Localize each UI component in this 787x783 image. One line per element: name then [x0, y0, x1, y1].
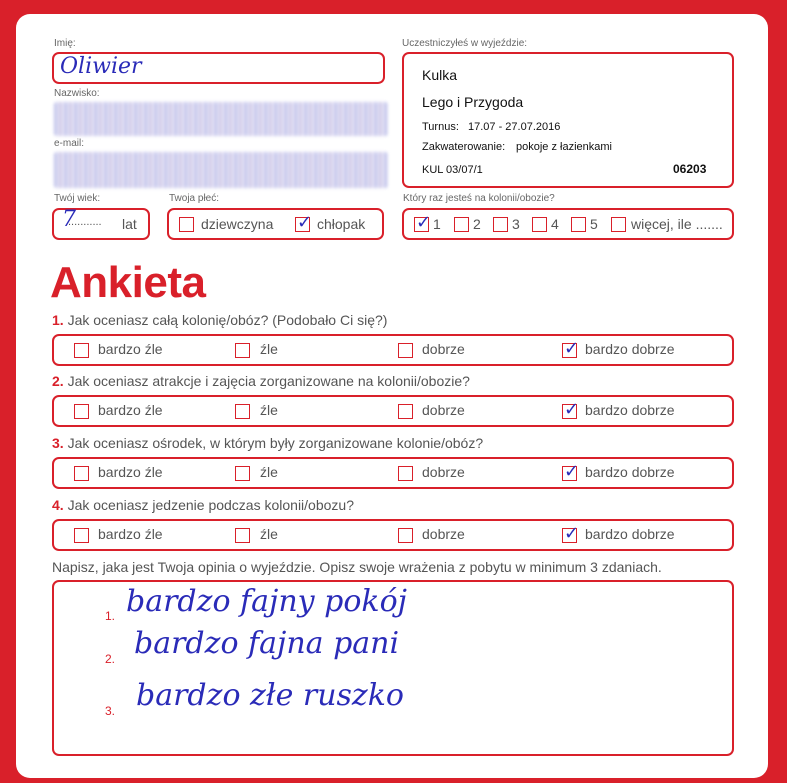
- q2-option-very-bad-label: bardzo źle: [98, 402, 163, 418]
- name-label: Imię:: [54, 38, 76, 49]
- times-option-more-label: więcej, ile .......: [631, 216, 723, 232]
- survey-title: Ankieta: [50, 258, 206, 307]
- question-1-number: 1.: [52, 312, 64, 328]
- times-option-4-label: 4: [551, 216, 559, 232]
- trip-line-1: Kulka: [422, 67, 458, 83]
- age-field[interactable]: [52, 208, 150, 240]
- gender-option-boy-checkbox[interactable]: [295, 212, 313, 233]
- q2-option-very-good-checkbox[interactable]: [562, 399, 580, 420]
- times-option-1-label: 1: [433, 216, 441, 232]
- q4-option-very-good-checkbox[interactable]: [562, 523, 580, 544]
- question-3-answers: [52, 457, 734, 489]
- question-2: [52, 373, 470, 389]
- age-label: Twój wiek:: [54, 193, 101, 204]
- q1-option-very-good-label: bardzo dobrze: [585, 341, 675, 357]
- question-3: [52, 435, 483, 451]
- question-1-answers: [52, 334, 734, 366]
- q4-option-good-checkbox[interactable]: [398, 528, 413, 543]
- opinion-field[interactable]: [52, 580, 734, 756]
- times-option-more-checkbox[interactable]: [611, 217, 626, 232]
- q3-option-very-bad-checkbox[interactable]: [74, 466, 89, 481]
- q4-option-very-good-label: bardzo dobrze: [585, 526, 675, 542]
- question-4-text: Jak oceniasz jedzenie podczas kolonii/obozu?: [67, 497, 354, 513]
- check-mark-icon: ✓: [416, 212, 432, 233]
- times-option-5-label: 5: [590, 216, 598, 232]
- q2-option-bad-label: źle: [260, 402, 278, 418]
- opinion-line-3-text: bardzo złe ruszko: [136, 678, 404, 713]
- opinion-line-2-text: bardzo fajna pani: [134, 626, 400, 661]
- opinion-prompt: Napisz, jaka jest Twoja opinia o wyjeździe. Opisz swoje wrażenia z pobytu w minimum 3 zdaniach.: [52, 559, 662, 575]
- question-1: [52, 312, 387, 328]
- q3-option-bad-label: źle: [260, 464, 278, 480]
- times-option-1-checkbox[interactable]: [414, 212, 432, 233]
- lodging-label: Zakwaterowanie:: [422, 141, 506, 153]
- q3-option-good-checkbox[interactable]: [398, 466, 413, 481]
- check-mark-icon: ✓: [564, 338, 580, 359]
- opinion-line-1-number: 1.: [105, 609, 116, 623]
- surname-redacted: [54, 102, 388, 136]
- q1-option-bad-checkbox[interactable]: [235, 343, 250, 358]
- q2-option-very-good-label: bardzo dobrze: [585, 402, 675, 418]
- q4-option-very-bad-checkbox[interactable]: [74, 528, 89, 543]
- times-option-3-checkbox[interactable]: [493, 217, 508, 232]
- q1-option-bad-label: źle: [260, 341, 278, 357]
- question-2-text: Jak oceniasz atrakcje i zajęcia zorganizowane na kolonii/obozie?: [67, 373, 470, 389]
- question-1-text: Jak oceniasz całą kolonię/obóz? (Podobało Ci się?): [67, 312, 388, 328]
- age-dots: ...........: [68, 216, 102, 228]
- q4-option-bad-checkbox[interactable]: [235, 528, 250, 543]
- lodging-value: pokoje z łazienkami: [516, 141, 612, 153]
- gender-option-girl-checkbox[interactable]: [179, 217, 194, 232]
- question-4: [52, 497, 354, 513]
- gender-label: Twoja płeć:: [169, 193, 220, 204]
- q1-option-very-bad-label: bardzo źle: [98, 341, 163, 357]
- name-field[interactable]: [52, 52, 385, 84]
- opinion-line-3-number: 3.: [105, 704, 116, 718]
- gender-option-girl-label: dziewczyna: [201, 216, 274, 232]
- q3-option-very-good-checkbox[interactable]: [562, 461, 580, 482]
- email-label: e-mail:: [54, 138, 85, 149]
- term-label: Turnus:: [422, 121, 459, 133]
- times-option-5-checkbox[interactable]: [571, 217, 586, 232]
- opinion-line-2-number: 2.: [105, 652, 116, 666]
- age-value: 7: [62, 207, 76, 232]
- q4-option-good-label: dobrze: [422, 526, 465, 542]
- question-2-number: 2.: [52, 373, 64, 389]
- q3-option-very-bad-label: bardzo źle: [98, 464, 163, 480]
- times-option-2-checkbox[interactable]: [454, 217, 469, 232]
- check-mark-icon: ✓: [564, 523, 580, 544]
- times-field: [402, 208, 734, 240]
- q1-option-very-bad-checkbox[interactable]: [74, 343, 89, 358]
- q3-option-good-label: dobrze: [422, 464, 465, 480]
- check-mark-icon: ✓: [564, 399, 580, 420]
- term-value: 17.07 - 27.07.2016: [468, 121, 561, 133]
- email-redacted: [54, 152, 388, 188]
- question-3-text: Jak oceniasz ośrodek, w którym były zorganizowane kolonie/obóz?: [67, 435, 484, 451]
- check-mark-icon: ✓: [564, 461, 580, 482]
- gender-option-boy-label: chłopak: [317, 216, 366, 232]
- times-option-3-label: 3: [512, 216, 520, 232]
- q4-option-bad-label: źle: [260, 526, 278, 542]
- q3-option-very-good-label: bardzo dobrze: [585, 464, 675, 480]
- q2-option-bad-checkbox[interactable]: [235, 404, 250, 419]
- question-2-answers: [52, 395, 734, 427]
- q2-option-very-bad-checkbox[interactable]: [74, 404, 89, 419]
- question-4-answers: [52, 519, 734, 551]
- times-option-4-checkbox[interactable]: [532, 217, 547, 232]
- q1-option-good-label: dobrze: [422, 341, 465, 357]
- trip-label: Uczestniczyłeś w wyjeździe:: [402, 38, 528, 49]
- gender-field: [167, 208, 384, 240]
- question-3-number: 3.: [52, 435, 64, 451]
- name-value: Oliwier: [60, 54, 142, 79]
- times-label: Który raz jesteś na kolonii/obozie?: [403, 193, 555, 204]
- trip-number: 06203: [673, 162, 707, 176]
- trip-info-box: [402, 52, 734, 188]
- q2-option-good-label: dobrze: [422, 402, 465, 418]
- survey-form-page: [16, 14, 768, 778]
- q1-option-good-checkbox[interactable]: [398, 343, 413, 358]
- q1-option-very-good-checkbox[interactable]: [562, 338, 580, 359]
- opinion-line-1-text: bardzo fajny pokój: [126, 584, 407, 619]
- surname-label: Nazwisko:: [54, 88, 100, 99]
- times-option-2-label: 2: [473, 216, 481, 232]
- trip-line-2: Lego i Przygoda: [422, 94, 524, 110]
- q2-option-good-checkbox[interactable]: [398, 404, 413, 419]
- check-mark-icon: ✓: [297, 212, 313, 233]
- q4-option-very-bad-label: bardzo źle: [98, 526, 163, 542]
- trip-code: KUL 03/07/1: [422, 164, 483, 176]
- age-unit: lat: [122, 216, 137, 232]
- q3-option-bad-checkbox[interactable]: [235, 466, 250, 481]
- question-4-number: 4.: [52, 497, 64, 513]
